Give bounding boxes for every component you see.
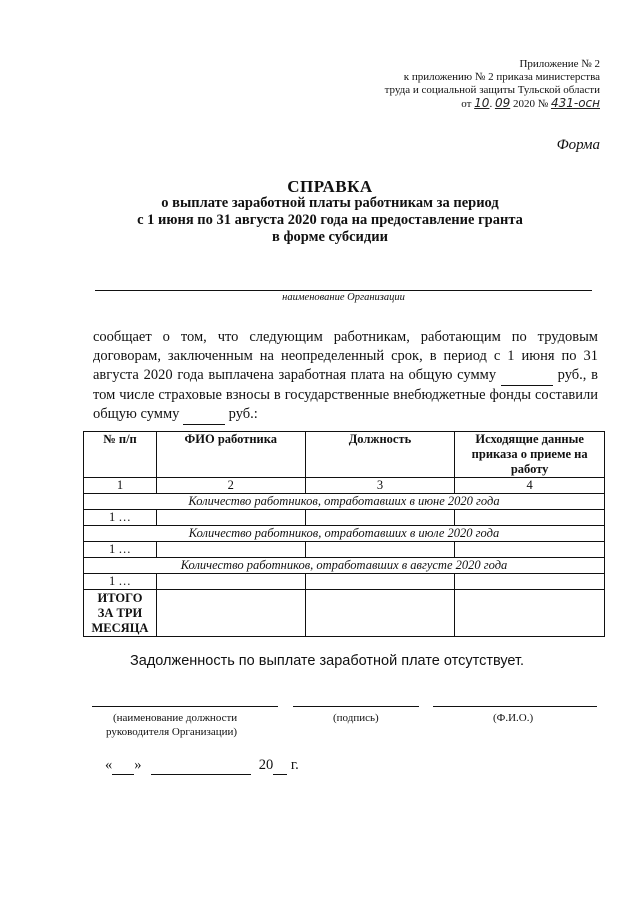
cell-order[interactable] xyxy=(455,510,605,526)
total-sum-blank[interactable] xyxy=(501,366,553,386)
header-number: № п/п xyxy=(84,432,157,478)
date-line xyxy=(105,757,299,775)
body-rub-2: руб.: xyxy=(228,406,258,422)
body-part-2: в том числе страховые взносы в государственные внебюджетные фонды составили общую сумму xyxy=(93,367,599,422)
position-caption-line-2: руководителя Организации) xyxy=(106,726,238,738)
table-header-row xyxy=(84,432,605,478)
section-august: Количество работников, отработавших в августе 2020 года xyxy=(84,558,605,574)
column-number-2: 2 xyxy=(156,478,305,494)
cell-fio[interactable] xyxy=(156,574,305,590)
total-cell-order[interactable] xyxy=(455,590,605,637)
appendix-line-1: Приложение № 2 xyxy=(519,58,600,70)
date-close-quote: » xyxy=(134,757,142,773)
title-main: СПРАВКА xyxy=(287,177,373,196)
row-number: 1 … xyxy=(84,574,157,590)
fio-signature-line[interactable] xyxy=(433,706,597,707)
appendix-year-no: 2020 № xyxy=(512,98,549,110)
appendix-line-3: труда и социальной защиты Тульской области xyxy=(384,84,600,96)
date-year-prefix: 20 xyxy=(258,757,274,773)
date-day-blank[interactable] xyxy=(112,757,134,775)
appendix-line-2: к приложению № 2 приказа министерства xyxy=(403,71,600,83)
total-label xyxy=(84,590,157,637)
cell-position[interactable] xyxy=(305,574,455,590)
debt-statement: Задолженность по выплате заработной плате отсутствует. xyxy=(130,653,525,669)
body-part-1: сообщает о том, что следующим работникам, работающим по трудовым договорам, заключенным на неопределенный срок, в период с 1 июня по 31 августа 2020 года выплачена заработная плата на общую сумму xyxy=(93,329,598,383)
cell-order[interactable] xyxy=(455,574,605,590)
date-year-blank[interactable] xyxy=(273,757,287,775)
insurance-sum-blank[interactable] xyxy=(183,405,225,425)
date-open-quote: « xyxy=(105,757,113,773)
total-cell-position[interactable] xyxy=(305,590,455,637)
section-august-row xyxy=(84,558,605,574)
table-row xyxy=(84,510,605,526)
section-july-row xyxy=(84,526,605,542)
title-line-4: в форме субсидии xyxy=(272,229,388,245)
body-rub-1: руб., xyxy=(557,367,587,383)
date-month-blank[interactable] xyxy=(151,757,251,775)
cell-position[interactable] xyxy=(305,510,455,526)
column-number-1: 1 xyxy=(84,478,157,494)
header-position: Должность xyxy=(305,432,455,478)
title-line-3: с 1 июня по 31 августа 2020 года на предоставление гранта xyxy=(137,212,523,228)
column-number-3: 3 xyxy=(305,478,455,494)
organization-name-line[interactable] xyxy=(95,290,592,291)
appendix-ot: от xyxy=(461,98,472,110)
cell-order[interactable] xyxy=(455,542,605,558)
sign-caption: (подпись) xyxy=(333,712,379,724)
sign-signature-line[interactable] xyxy=(293,706,419,707)
total-line-3: МЕСЯЦА xyxy=(91,621,149,635)
cell-position[interactable] xyxy=(305,542,455,558)
table-row xyxy=(84,542,605,558)
header-order-data: Исходящие данные приказа о приеме на работу xyxy=(455,432,605,478)
position-caption xyxy=(106,711,283,739)
document-title xyxy=(60,178,600,246)
table-row xyxy=(84,574,605,590)
total-cell-fio[interactable] xyxy=(156,590,305,637)
cell-fio[interactable] xyxy=(156,510,305,526)
position-caption-line-1: (наименование должности xyxy=(113,712,238,724)
organization-caption: наименование Организации xyxy=(282,292,405,303)
row-number: 1 … xyxy=(84,510,157,526)
position-signature-line[interactable] xyxy=(92,706,278,707)
section-july: Количество работников, отработавших в июле 2020 года xyxy=(84,526,605,542)
appendix-header xyxy=(385,58,600,111)
section-june-row xyxy=(84,494,605,510)
title-line-2: о выплате заработной платы работникам за период xyxy=(161,195,499,211)
appendix-day: 10 xyxy=(474,96,490,110)
header-fio: ФИО работника xyxy=(156,432,305,478)
section-june: Количество работников, отработавших в июне 2020 года xyxy=(84,494,605,510)
table-column-numbers-row xyxy=(84,478,605,494)
workers-table xyxy=(83,431,605,637)
total-row xyxy=(84,590,605,637)
column-number-4: 4 xyxy=(455,478,605,494)
fio-caption: (Ф.И.О.) xyxy=(493,712,534,724)
total-line-2: ЗА ТРИ xyxy=(97,606,143,620)
row-number: 1 … xyxy=(84,542,157,558)
appendix-month: 09 xyxy=(494,96,511,110)
total-line-1: ИТОГО xyxy=(97,591,143,605)
form-label: Форма xyxy=(556,137,600,153)
appendix-number: 431-осн xyxy=(550,96,600,110)
appendix-date-line: от 10. 09 2020 № 431-осн xyxy=(461,96,600,110)
body-paragraph xyxy=(93,328,598,425)
date-g: г. xyxy=(290,757,299,773)
cell-fio[interactable] xyxy=(156,542,305,558)
